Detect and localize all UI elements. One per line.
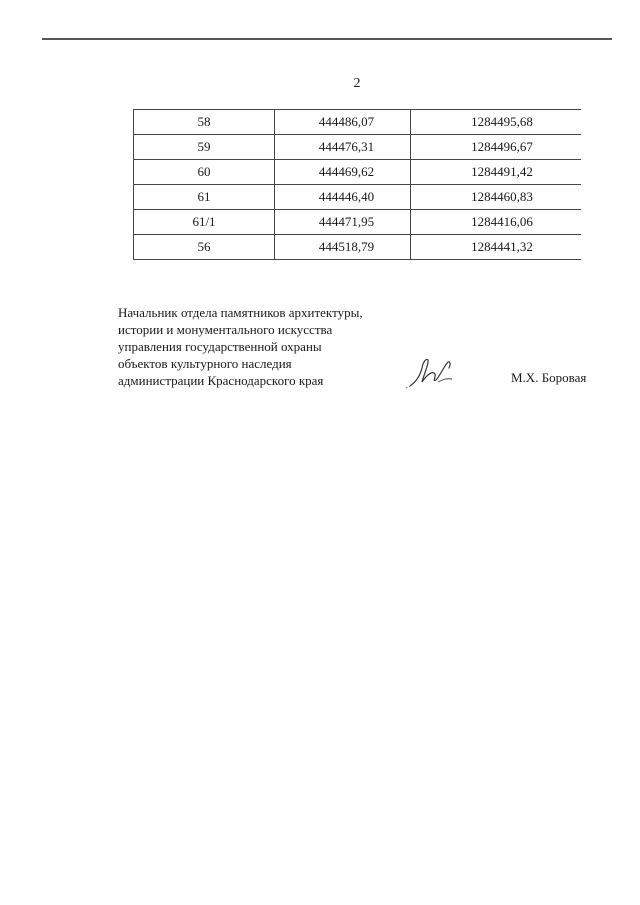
- point-cell: 59: [134, 135, 275, 160]
- point-cell: 61/1: [134, 210, 275, 235]
- y-coordinate-cell: 1284416,06: [411, 210, 582, 235]
- point-cell: 56: [134, 235, 275, 260]
- y-coordinate-cell: 1284495,68: [411, 110, 582, 135]
- position-line: объектов культурного наследия: [118, 356, 292, 371]
- x-coordinate-cell: 444471,95: [275, 210, 411, 235]
- page-number: 2: [353, 76, 361, 91]
- position-line: Начальник отдела памятников архитектуры,: [118, 305, 363, 320]
- table-row: [134, 160, 582, 185]
- x-coordinate-cell: 444469,62: [275, 160, 411, 185]
- point-cell: 60: [134, 160, 275, 185]
- table-row: [134, 135, 582, 160]
- x-coordinate-cell: 444518,79: [275, 235, 411, 260]
- point-cell: 58: [134, 110, 275, 135]
- position-line: истории и монументального искусства: [118, 322, 333, 337]
- position-line: управления государственной охраны: [118, 339, 322, 354]
- signer-position: [118, 304, 363, 389]
- position-line: администрации Краснодарского края: [118, 373, 324, 388]
- y-coordinate-cell: 1284496,67: [411, 135, 582, 160]
- table-row: [134, 185, 582, 210]
- table-row: [134, 210, 582, 235]
- x-coordinate-cell: 444476,31: [275, 135, 411, 160]
- table-row: [134, 235, 582, 260]
- point-cell: 61: [134, 185, 275, 210]
- y-coordinate-cell: 1284460,83: [411, 185, 582, 210]
- handwritten-signature: [402, 352, 462, 392]
- coordinates-table: [133, 109, 581, 260]
- y-coordinate-cell: 1284441,32: [411, 235, 582, 260]
- top-rule: [42, 38, 612, 40]
- x-coordinate-cell: 444486,07: [275, 110, 411, 135]
- table-row: [134, 110, 582, 135]
- y-coordinate-cell: 1284491,42: [411, 160, 582, 185]
- signer-name: М.Х. Боровая: [511, 370, 587, 385]
- x-coordinate-cell: 444446,40: [275, 185, 411, 210]
